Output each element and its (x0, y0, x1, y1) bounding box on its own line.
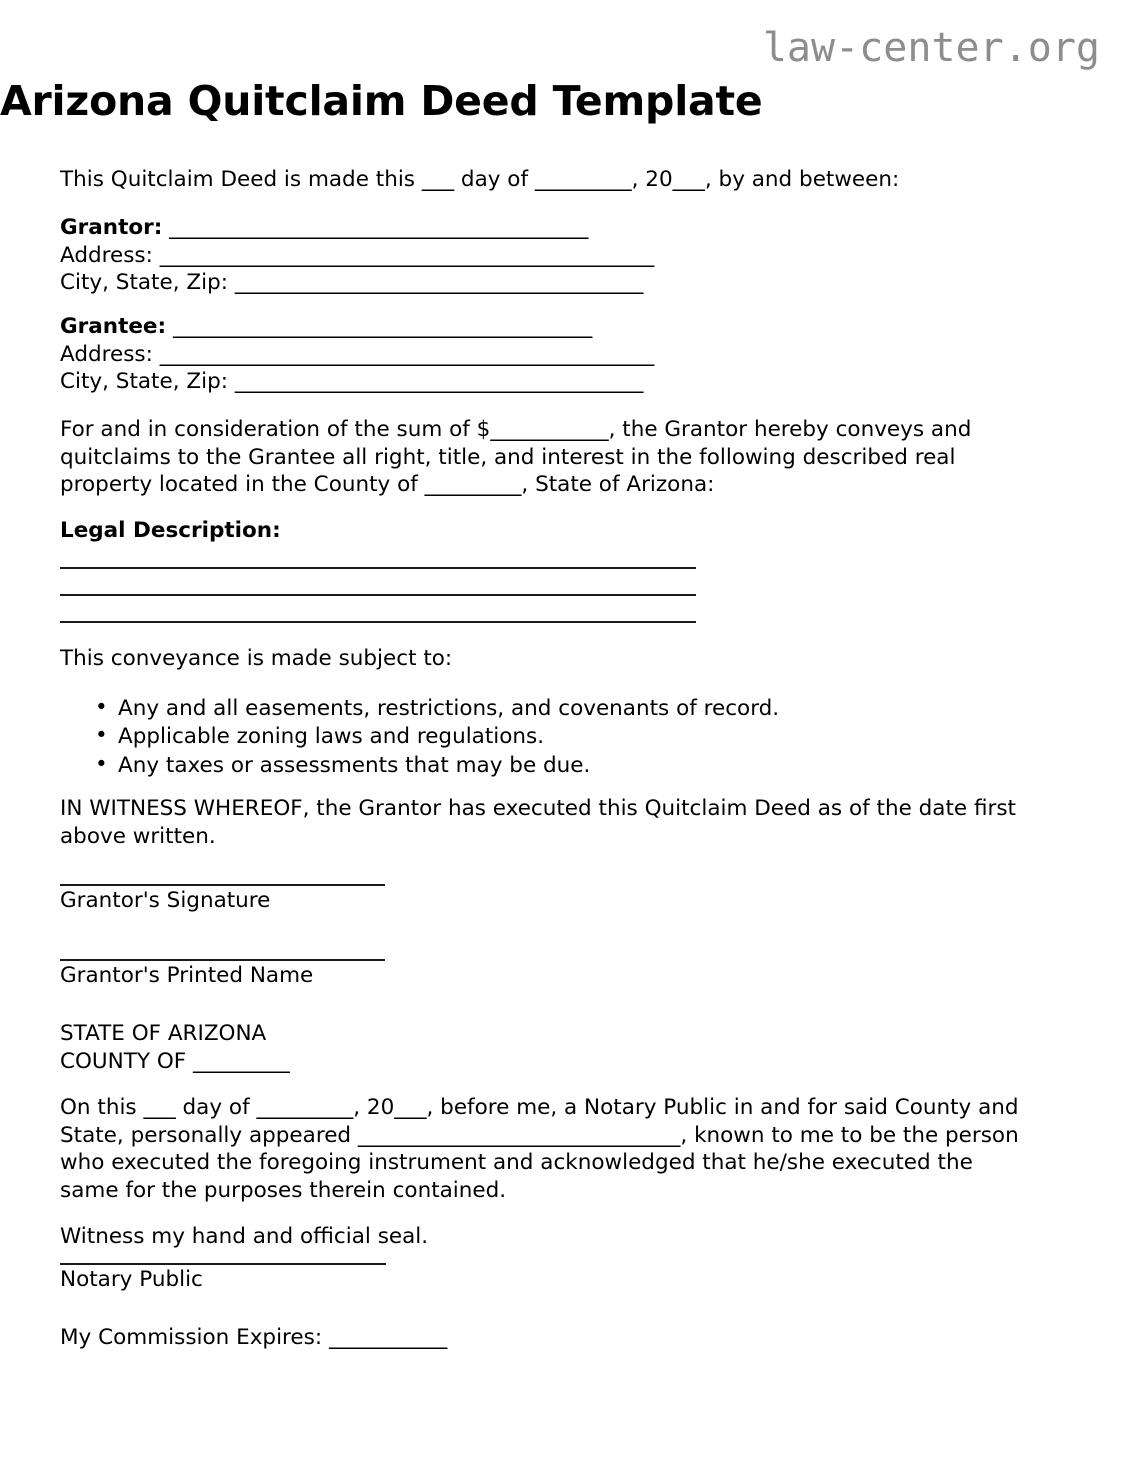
grantor-signature-caption: Grantor's Signature (60, 888, 271, 913)
notary-acknowledgment-block (60, 1094, 1020, 1204)
witness-seal-block (60, 1223, 428, 1251)
grantee-city-label: City, State, Zip: (60, 369, 228, 394)
legal-description-line-2[interactable] (60, 594, 696, 596)
witness-clause-block (60, 795, 1020, 850)
grantor-block (60, 214, 654, 297)
grantor-address-row (60, 242, 654, 270)
grantee-name-row (60, 313, 654, 341)
notary-state-line: STATE OF ARIZONA (60, 1021, 267, 1046)
witness-clause-paragraph: IN WITNESS WHEREOF, the Grantor has executed this Quitclaim Deed as of the date first above written. (60, 796, 1016, 849)
grantor-address-fill[interactable]: ______________________________________________ (152, 242, 655, 268)
grantee-address-fill[interactable]: ______________________________________________ (152, 341, 655, 367)
consideration-block (60, 416, 1020, 499)
grantor-name-fill[interactable]: _______________________________________ (162, 215, 589, 240)
grantee-city-row (60, 368, 654, 396)
notary-signature-caption: Notary Public (60, 1267, 203, 1292)
legal-description-heading (60, 517, 696, 545)
conveyance-block (60, 645, 779, 780)
grantor-printed-name-line[interactable] (60, 959, 385, 961)
site-watermark: law-center.org (762, 25, 1100, 71)
grantor-label: Grantor: (60, 215, 163, 240)
grantee-city-fill[interactable]: ______________________________________ (227, 369, 644, 394)
notary-signature-line[interactable] (60, 1263, 386, 1265)
commission-expires-row (60, 1324, 447, 1352)
bullet-icon: • (95, 723, 108, 748)
legal-description-label: Legal Description: (60, 518, 281, 543)
page-title: Arizona Quitclaim Deed Template (0, 77, 763, 125)
grantor-city-fill[interactable]: ______________________________________ (227, 270, 644, 295)
list-item-label: Applicable zoning laws and regulations. (118, 724, 545, 749)
grantor-signature-line[interactable] (60, 884, 385, 886)
grantee-block (60, 313, 654, 396)
grantor-city-label: City, State, Zip: (60, 270, 228, 295)
conveyance-list (60, 695, 779, 779)
notary-signature-block (60, 1263, 386, 1293)
list-item (60, 695, 779, 722)
grantor-name-row (60, 214, 654, 242)
notary-county-label: COUNTY OF (60, 1048, 187, 1074)
grantor-signature-block (60, 884, 385, 914)
commission-expires-block (60, 1324, 447, 1352)
commission-expires-fill[interactable]: ___________ (322, 1325, 448, 1350)
grantor-city-row (60, 269, 654, 297)
conveyance-lead-in: This conveyance is made subject to: (60, 646, 453, 671)
bullet-icon: • (95, 751, 108, 777)
intro-paragraph: This Quitclaim Deed is made this ___ day of _________, 20___, by and between: (60, 167, 900, 192)
list-item (60, 752, 779, 779)
notary-acknowledgment-paragraph: On this ___ day of _________, 20___, before me, a Notary Public in and for said County and State, personally appeared ______________________________, known to me to be the person who executed the foregoing instrument and acknowledged that he/she executed the same for the purposes therein contained. (60, 1095, 1019, 1203)
consideration-paragraph: For and in consideration of the sum of $___________, the Grantor hereby conveys and quitclaims to the Grantee all right, title, and interest in the following described real property located in the County of _________, State of Arizona: (60, 417, 972, 497)
grantee-name-fill[interactable]: _______________________________________ (166, 314, 593, 339)
bullet-icon: • (95, 694, 108, 720)
grantor-printed-name-caption: Grantor's Printed Name (60, 963, 314, 988)
list-item-label: Any taxes or assessments that may be due. (118, 752, 591, 778)
legal-description-block (60, 517, 696, 648)
grantor-printed-name-block (60, 959, 385, 989)
legal-description-line-1[interactable] (60, 567, 696, 569)
commission-expires-label: My Commission Expires: (60, 1325, 323, 1350)
list-item-label: Any and all easements, restrictions, and covenants of record. (118, 695, 780, 721)
grantee-address-row (60, 341, 654, 369)
intro-paragraph-block (60, 166, 1055, 194)
legal-description-lines (60, 567, 696, 623)
legal-description-line-3[interactable] (60, 621, 696, 623)
list-item (60, 723, 779, 750)
notary-venue-block (60, 1020, 290, 1075)
grantee-label: Grantee: (60, 314, 167, 339)
grantee-address-label: Address: (60, 341, 153, 367)
witness-seal-line: Witness my hand and official seal. (60, 1224, 429, 1249)
notary-county-row (60, 1048, 290, 1076)
notary-county-fill[interactable]: _________ (186, 1048, 290, 1074)
grantor-address-label: Address: (60, 242, 153, 268)
